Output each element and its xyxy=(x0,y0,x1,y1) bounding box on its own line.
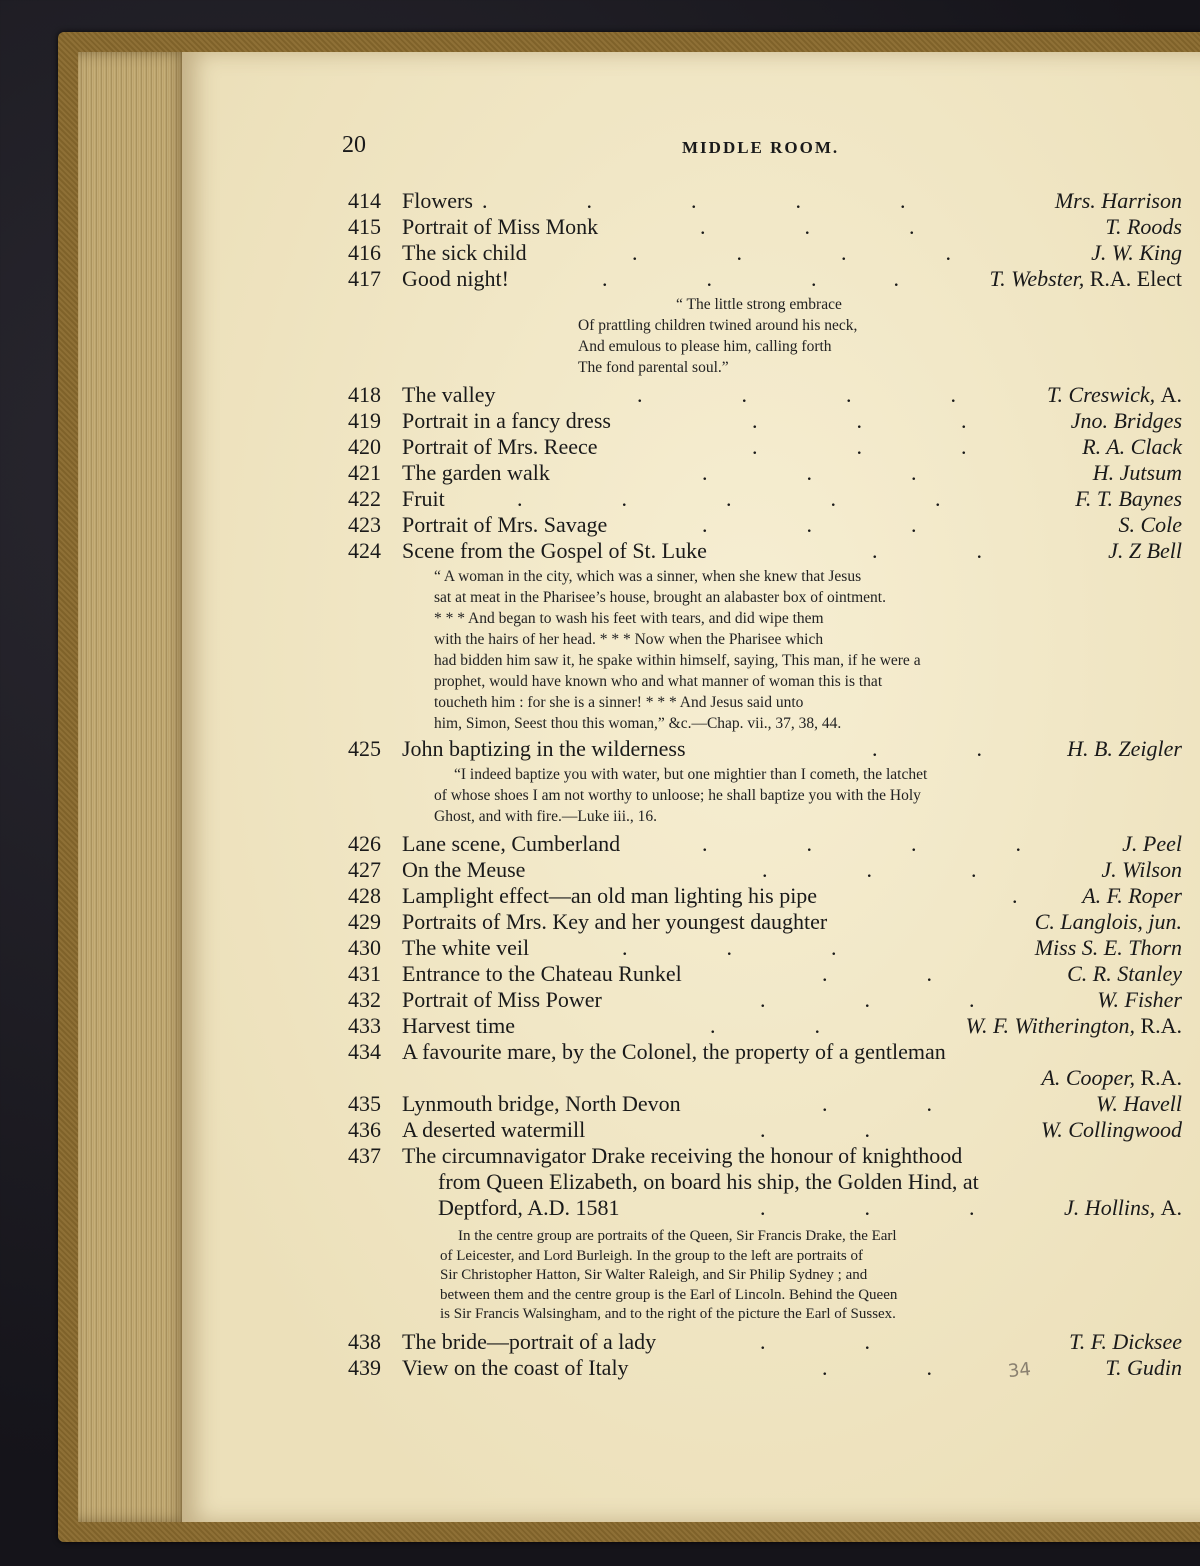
leader-dots: . . . xyxy=(622,935,837,960)
leader-dots: . . . xyxy=(762,857,977,882)
entry-artist: J. Peel xyxy=(1122,831,1182,856)
entry-title: Lane scene, Cumberland xyxy=(402,831,621,856)
entry-number: 435 xyxy=(348,1091,381,1116)
entry-list xyxy=(182,188,1200,1381)
leader-dots: . . . . xyxy=(602,266,899,291)
entry-title: Portrait of Mrs. Savage xyxy=(402,512,608,537)
entry-title: Portrait in a fancy dress xyxy=(402,408,611,433)
leader-dots: . . . xyxy=(752,434,967,459)
catalogue-entry xyxy=(182,1013,1200,1039)
note-line: Sir Christopher Hatton, Sir Walter Raleigh, and Sir Philip Sydney ; and xyxy=(440,1267,868,1283)
entry-number: 438 xyxy=(348,1328,381,1354)
entry-artist: T. F. Dicksee xyxy=(1069,1328,1182,1354)
scripture-quote xyxy=(434,566,1098,734)
catalogue-entry xyxy=(182,240,1200,266)
entry-number: 415 xyxy=(348,214,381,239)
entry-artist: R. A. Clack xyxy=(1082,434,1182,459)
entry-artist: W. Fisher xyxy=(1097,987,1182,1012)
entry-artist: C. R. Stanley xyxy=(1067,961,1182,986)
entry-number: 426 xyxy=(348,831,381,856)
entry-artist xyxy=(989,266,1182,292)
entry-artist: H. Jutsum xyxy=(1092,460,1182,485)
catalogue-entry xyxy=(182,188,1200,214)
entry-number: 417 xyxy=(348,266,381,291)
note-line: In the centre group are portraits of the Queen, Sir Francis Drake, the Earl xyxy=(458,1228,897,1244)
leader-dots: . . . xyxy=(760,1195,975,1220)
artist-name: A. Cooper, xyxy=(1041,1065,1135,1090)
catalogue-entry xyxy=(182,434,1200,460)
entry-title: The garden walk xyxy=(402,460,550,485)
entry-title: The white veil xyxy=(402,935,530,960)
entry-artist: J. Z Bell xyxy=(1108,538,1182,563)
entry-title-line: Deptford, A.D. 1581 xyxy=(438,1195,620,1220)
leader-dots: . xyxy=(1012,883,1018,908)
entry-title: Flowers xyxy=(402,188,473,213)
entry-number: 437 xyxy=(348,1143,381,1168)
catalogue-entry xyxy=(182,486,1200,512)
catalogue-entry xyxy=(182,408,1200,434)
entry-title: On the Meuse xyxy=(402,857,526,882)
entry-title: Scene from the Gospel of St. Luke xyxy=(402,538,707,563)
leader-dots: . . xyxy=(822,961,932,986)
note-line: is Sir Francis Walsingham, and to the right of the picture the Earl of Sussex. xyxy=(440,1306,896,1322)
entry-title: Portrait of Miss Monk xyxy=(402,214,599,239)
quote-line: of whose shoes I am not worthy to unloose; he shall baptize you with the Holy xyxy=(434,787,921,804)
entry-title: John baptizing in the wilderness xyxy=(402,736,686,761)
verse-quote xyxy=(578,294,1200,378)
page-edges xyxy=(78,52,188,1522)
quote-line: toucheth him : for she is a sinner! * * * And Jesus said unto xyxy=(434,694,804,711)
entry-title: The circumnavigator Drake receiving the honour of knighthood xyxy=(402,1143,963,1168)
entry-title: View on the coast of Italy xyxy=(402,1354,629,1380)
catalogue-entry xyxy=(182,961,1200,987)
artist-name: T. Creswick, xyxy=(1046,382,1156,407)
leader-dots: . . . . . xyxy=(482,188,906,213)
entry-number: 425 xyxy=(348,736,381,761)
entry-number: 416 xyxy=(348,240,381,265)
entry-artist: J. Wilson xyxy=(1101,857,1182,882)
leader-dots: . . . . . xyxy=(517,486,941,511)
catalogue-entry xyxy=(182,214,1200,240)
artist-honour: A. xyxy=(1160,382,1182,407)
entry-number: 422 xyxy=(348,486,381,511)
quote-line: sat at meat in the Pharisee’s house, brought an alabaster box of ointment. xyxy=(434,589,886,606)
catalogue-entry xyxy=(182,1329,1200,1355)
catalogue-entry xyxy=(182,538,1200,564)
quote-line: with the hairs of her head. * * * Now when the Pharisee which xyxy=(434,631,824,648)
note-line: between them and the centre group is the Earl of Lincoln. Behind the Queen xyxy=(440,1286,898,1303)
quote-line: him, Simon, Seest thou this woman,” &c.—Chap. vii., 37, 38, 44. xyxy=(434,715,842,732)
pencil-annotation: 34 xyxy=(1006,1358,1032,1383)
quote-line: * * * And began to wash his feet with tears, and did wipe them xyxy=(434,610,824,627)
entry-artist: A. F. Roper xyxy=(1082,883,1182,908)
catalogue-entry xyxy=(182,857,1200,883)
artist-honour: A. xyxy=(1160,1195,1182,1220)
entry-artist: J. W. King xyxy=(1091,240,1182,265)
leader-dots: . . xyxy=(710,1013,820,1038)
catalogue-entry xyxy=(182,1117,1200,1143)
entry-number: 421 xyxy=(348,460,381,485)
catalogue-entry xyxy=(182,1091,1200,1117)
entry-artist: W. Collingwood xyxy=(1041,1117,1182,1142)
entry-number: 431 xyxy=(348,961,381,986)
entry-number: 429 xyxy=(348,909,381,934)
entry-artist xyxy=(1047,382,1182,408)
catalogue-entry xyxy=(182,266,1200,292)
leader-dots: . . . . xyxy=(702,831,1021,856)
entry-artist: S. Cole xyxy=(1118,512,1182,537)
entry-number: 433 xyxy=(348,1013,381,1038)
entry-title: Portrait of Mrs. Reece xyxy=(402,434,598,459)
leader-dots: . . xyxy=(822,1354,932,1380)
entry-number: 420 xyxy=(348,434,381,459)
entry-artist xyxy=(1064,1195,1182,1221)
leader-dots: . . . . xyxy=(632,240,951,265)
entry-number: 428 xyxy=(348,883,381,908)
leader-dots: . . . xyxy=(760,987,975,1012)
entry-number: 418 xyxy=(348,382,381,407)
entry-artist: T. Roods xyxy=(1105,214,1182,239)
catalogue-entry xyxy=(182,382,1200,408)
entry-title: Entrance to the Chateau Runkel xyxy=(402,961,682,986)
entry-title: Portraits of Mrs. Key and her youngest daughter xyxy=(402,909,828,934)
quote-line: prophet, would have known who and what manner of woman this is that xyxy=(434,673,883,690)
leader-dots: . . . xyxy=(702,512,917,537)
quote-line: Of prattling children twined around his neck, xyxy=(578,317,858,334)
artist-honour: R.A. Elect xyxy=(1089,266,1182,291)
entry-artist xyxy=(1041,1065,1182,1091)
entry-title: A favourite mare, by the Colonel, the property of a gentleman xyxy=(402,1039,946,1064)
entry-title: Lynmouth bridge, North Devon xyxy=(402,1091,681,1116)
entry-number: 436 xyxy=(348,1117,381,1142)
scripture-quote xyxy=(434,764,1098,827)
entry-artist: Jno. Bridges xyxy=(1070,408,1182,433)
catalogue-page xyxy=(182,52,1200,1522)
entry-title: The valley xyxy=(402,382,496,407)
artist-honour: R.A. xyxy=(1140,1065,1182,1090)
quote-line: Ghost, and with fire.—Luke iii., 16. xyxy=(434,808,657,825)
page-number: 20 xyxy=(342,132,366,158)
entry-number: 427 xyxy=(348,857,381,882)
entry-title: A deserted watermill xyxy=(402,1117,586,1142)
entry-artist: T. Gudin xyxy=(1105,1354,1182,1380)
catalogue-entry xyxy=(182,987,1200,1013)
leader-dots: . . xyxy=(760,1328,870,1354)
artist-name: W. F. Witherington, xyxy=(965,1013,1135,1038)
catalogue-entry xyxy=(182,736,1200,762)
entry-title: Good night! xyxy=(402,266,509,291)
entry-number: 414 xyxy=(348,188,381,213)
artist-name: J. Hollins, xyxy=(1064,1195,1156,1220)
entry-number: 423 xyxy=(348,512,381,537)
entry-artist: H. B. Zeigler xyxy=(1067,736,1182,761)
catalogue-entry xyxy=(182,460,1200,486)
catalogue-entry xyxy=(182,909,1200,935)
quote-line: The fond parental soul.” xyxy=(578,359,729,376)
leader-dots: . . . xyxy=(700,214,915,239)
leader-dots: . . xyxy=(760,1117,870,1142)
note-line: of Leicester, and Lord Burleigh. In the group to the left are portraits of xyxy=(440,1247,864,1264)
entry-title-continued xyxy=(182,1169,1200,1195)
quote-line: And emulous to please him, calling forth xyxy=(578,338,832,355)
quote-line: had bidden him saw it, he spake within himself, saying, This man, if he were a xyxy=(434,652,921,669)
entry-artist: W. Havell xyxy=(1096,1091,1182,1116)
catalogue-entry xyxy=(182,1039,1200,1091)
leader-dots: . . . . xyxy=(637,382,956,407)
catalogue-entry xyxy=(182,831,1200,857)
leader-dots: . . xyxy=(872,538,982,563)
leader-dots: . . xyxy=(872,736,982,761)
catalogue-entry xyxy=(182,1355,1200,1381)
entry-artist: C. Langlois, jun. xyxy=(1034,909,1182,934)
catalogue-entry xyxy=(182,935,1200,961)
entry-title: Portrait of Miss Power xyxy=(402,987,602,1012)
artist-name: T. Webster, xyxy=(989,266,1085,291)
entry-title: The sick child xyxy=(402,240,527,265)
entry-number: 439 xyxy=(348,1354,381,1380)
entry-title-continued xyxy=(182,1195,1200,1221)
entry-title: Lamplight effect—an old man lighting his pipe xyxy=(402,883,818,908)
catalogue-entry xyxy=(182,512,1200,538)
description-note xyxy=(440,1227,1096,1325)
entry-title: The bride—portrait of a lady xyxy=(402,1328,657,1354)
quote-line: “ The little strong embrace xyxy=(676,296,842,313)
quote-line: “I indeed baptize you with water, but one mightier than I cometh, the latchet xyxy=(454,766,928,783)
catalogue-entry xyxy=(182,1143,1200,1169)
leader-dots: . . . xyxy=(702,460,917,485)
entry-title: Fruit xyxy=(402,486,445,511)
leader-dots: . . . xyxy=(752,408,967,433)
entry-number: 424 xyxy=(348,538,381,563)
entry-artist: Miss S. E. Thorn xyxy=(1034,935,1182,960)
leader-dots: . . xyxy=(822,1091,932,1116)
entry-title-line: from Queen Elizabeth, on board his ship, the Golden Hind, at xyxy=(438,1169,979,1194)
artist-honour: R.A. xyxy=(1140,1013,1182,1038)
entry-number: 434 xyxy=(348,1039,381,1064)
entry-number: 419 xyxy=(348,408,381,433)
page-title: MIDDLE ROOM. xyxy=(682,138,840,157)
entry-artist xyxy=(966,1013,1182,1039)
entry-title: Harvest time xyxy=(402,1013,516,1038)
entry-artist: F. T. Baynes xyxy=(1075,486,1182,511)
entry-number: 432 xyxy=(348,987,381,1012)
catalogue-entry xyxy=(182,883,1200,909)
entry-artist: Mrs. Harrison xyxy=(1054,188,1182,213)
entry-number: 430 xyxy=(348,935,381,960)
quote-line: “ A woman in the city, which was a sinner, when she knew that Jesus xyxy=(434,568,862,585)
